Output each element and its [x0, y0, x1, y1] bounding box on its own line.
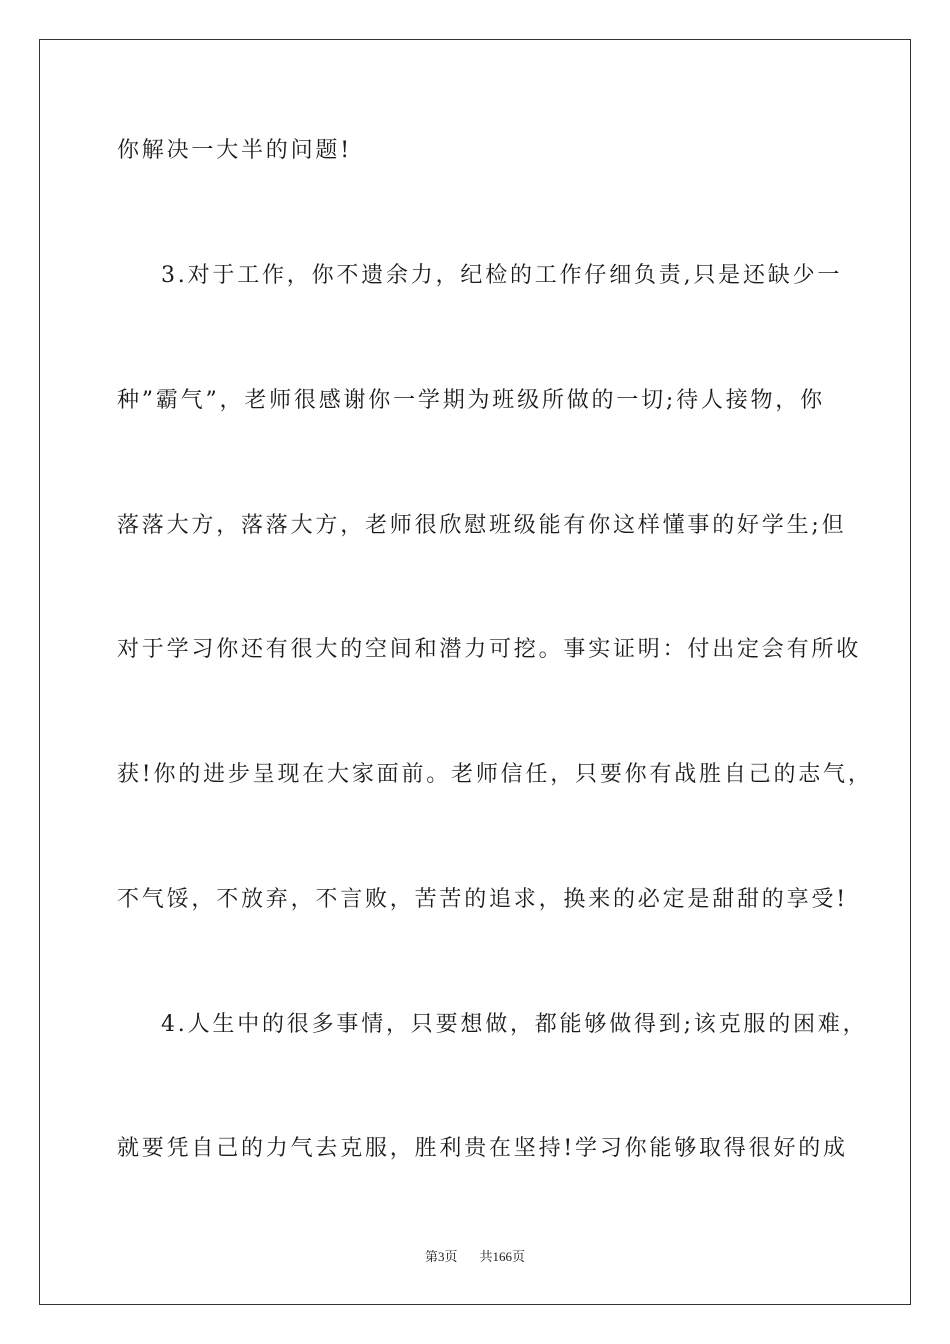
paragraph-3-line-6: 不气馁，不放弃，不言败，苦苦的追求，换来的必定是甜甜的享受!: [117, 887, 848, 912]
paragraph-3-line-5: 获!你的进步呈现在大家面前。老师信任，只要你有战胜自己的志气，: [117, 762, 873, 787]
text-line-1: 你解决一大半的问题!: [117, 138, 352, 163]
paragraph-4-line-1: 4.人生中的很多事情，只要想做，都能够做得到;该克服的困难，: [161, 1012, 868, 1037]
page-number: 第3页: [424, 1249, 458, 1264]
page-border: [39, 39, 911, 1305]
paragraph-4-line-2: 就要凭自己的力气去克服，胜利贵在坚持!学习你能够取得很好的成: [117, 1136, 848, 1161]
page-total: 共166页: [479, 1249, 526, 1264]
paragraph-3-line-2: 种”霸气”，老师很感谢你一学期为班级所做的一切;待人接物，你: [117, 388, 825, 413]
paragraph-3-line-1: 3.对于工作，你不遗余力，纪检的工作仔细负责,只是还缺少一: [161, 263, 843, 288]
paragraph-3-line-3: 落落大方，落落大方，老师很欣慰班级能有你这样懂事的好学生;但: [117, 513, 847, 538]
page-footer: [0, 1248, 950, 1266]
paragraph-3-line-4: 对于学习你还有很大的空间和潜力可挖。事实证明：付出定会有所收: [117, 637, 862, 662]
